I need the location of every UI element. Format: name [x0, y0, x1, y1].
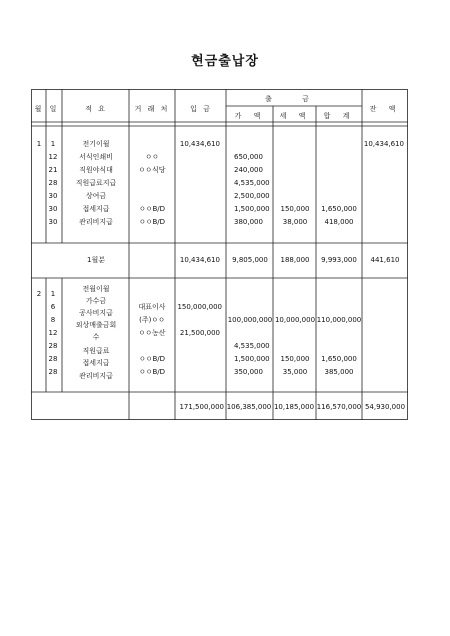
header-month: 월: [34, 105, 44, 113]
jan-partner-7: ㅇㅇB/D: [138, 218, 166, 226]
jan-supply-3: 240,000: [234, 166, 263, 174]
jan-supply-2: 650,000: [234, 153, 263, 161]
jan-partner-3: ㅇㅇ식당: [138, 166, 166, 174]
header-tax: 세 액: [279, 112, 311, 120]
feb-supply-2: 4,535,000: [234, 342, 270, 350]
feb-day-7: 28: [48, 355, 58, 363]
header-balance: 잔 액: [369, 105, 401, 113]
header-partner: 거 래 처: [134, 105, 170, 113]
feb-day-8: 28: [48, 368, 58, 376]
feb-tax-1: 10,000,000: [274, 316, 316, 324]
jan-sum-balance: 441,610: [370, 256, 400, 264]
jan-summary-3: 직원야식대: [79, 166, 113, 174]
feb-summary-6: 직원급료: [82, 347, 110, 355]
feb-supply-4: 350,000: [234, 368, 263, 376]
jan-day-7: 30: [48, 218, 58, 226]
feb-sum-balance: 54,930,000: [364, 403, 406, 411]
feb-deposit-1: 150,000,000: [177, 303, 222, 311]
jan-sum-label: 1월분: [87, 256, 105, 264]
feb-sum-supply: 106,385,000: [226, 403, 272, 411]
jan-tax-7: 38,000: [282, 218, 308, 226]
feb-total-3: 385,000: [324, 368, 354, 376]
feb-partner-2: (주)ㅇㅇ: [139, 316, 165, 324]
feb-partner-6: ㅇㅇB/D: [138, 368, 166, 376]
jan-sum-deposit: 10,434,610: [179, 256, 220, 264]
jan-deposit-1: 10,434,610: [179, 140, 220, 148]
jan-day-5: 30: [48, 192, 58, 200]
feb-summary-1: 전월이월: [82, 285, 110, 293]
feb-day-4: 12: [48, 329, 58, 337]
jan-day-3: 21: [48, 166, 58, 174]
jan-day-4: 28: [48, 179, 58, 187]
page-title: 현금출납장: [191, 54, 259, 69]
jan-summary-1: 전기이월: [82, 140, 110, 148]
jan-total-7: 418,000: [324, 218, 354, 226]
jan-supply-6: 1,500,000: [234, 205, 270, 213]
jan-summary-5: 상여금: [85, 192, 107, 200]
feb-tax-2: 150,000: [280, 355, 310, 363]
header-total: 합 계: [323, 112, 355, 120]
jan-day-6: 30: [48, 205, 58, 213]
feb-sum-total: 116,570,000: [316, 403, 362, 411]
jan-month: 1: [36, 140, 42, 148]
jan-partner-2: ㅇㅇ: [145, 153, 159, 161]
feb-day-1: 1: [50, 290, 56, 298]
header-deposit: 입 금: [190, 105, 212, 113]
jan-day-2: 12: [48, 153, 58, 161]
jan-sum-supply: 9,805,000: [232, 256, 268, 264]
feb-tax-3: 35,000: [282, 368, 308, 376]
header-day: 일: [49, 105, 59, 113]
feb-day-2: 6: [50, 303, 56, 311]
feb-partner-3: ㅇㅇ농산: [138, 329, 166, 337]
feb-summary-3: 공사비지급: [79, 309, 113, 317]
feb-supply-1: 100,000,000: [227, 316, 273, 324]
feb-deposit-2: 21,500,000: [179, 329, 220, 337]
jan-supply-4: 4,535,000: [234, 179, 270, 187]
header-supply: 가 액: [234, 112, 266, 120]
feb-month: 2: [36, 290, 42, 298]
feb-day-3: 8: [50, 316, 56, 324]
feb-summary-2: 가수금: [85, 297, 107, 305]
feb-summary-5: 수: [92, 333, 100, 341]
jan-total-6: 1,650,000: [321, 205, 357, 213]
feb-sum-deposit: 171,500,000: [179, 403, 224, 411]
feb-total-2: 1,650,000: [321, 355, 357, 363]
jan-summary-4: 직원급료지급: [75, 179, 117, 187]
feb-summary-7: 접세지급: [82, 359, 110, 367]
cash-ledger-table: [31, 89, 408, 420]
jan-supply-7: 380,000: [234, 218, 263, 226]
jan-partner-6: ㅇㅇB/D: [138, 205, 166, 213]
feb-supply-3: 1,500,000: [234, 355, 270, 363]
jan-sum-tax: 188,000: [280, 256, 310, 264]
header-withdraw: 출 금: [265, 95, 323, 103]
jan-summary-6: 접세지급: [82, 205, 110, 213]
jan-balance-1: 10,434,610: [363, 140, 404, 148]
feb-sum-tax: 10,185,000: [273, 403, 315, 411]
feb-partner-5: ㅇㅇB/D: [138, 355, 166, 363]
feb-total-1: 110,000,000: [316, 316, 362, 324]
jan-summary-2: 서식인쇄비: [79, 153, 113, 161]
jan-sum-total: 9,993,000: [321, 256, 357, 264]
feb-summary-4: 외상매출금회: [75, 321, 117, 329]
jan-tax-6: 150,000: [280, 205, 310, 213]
feb-partner-1: 대표이사: [138, 303, 166, 311]
header-summary: 적 요: [85, 105, 107, 113]
feb-summary-8: 관리비지급: [79, 372, 113, 380]
jan-supply-5: 2,500,000: [234, 192, 270, 200]
feb-day-6: 28: [48, 342, 58, 350]
jan-day-1: 1: [50, 140, 56, 148]
jan-summary-7: 관리비지급: [79, 218, 113, 226]
